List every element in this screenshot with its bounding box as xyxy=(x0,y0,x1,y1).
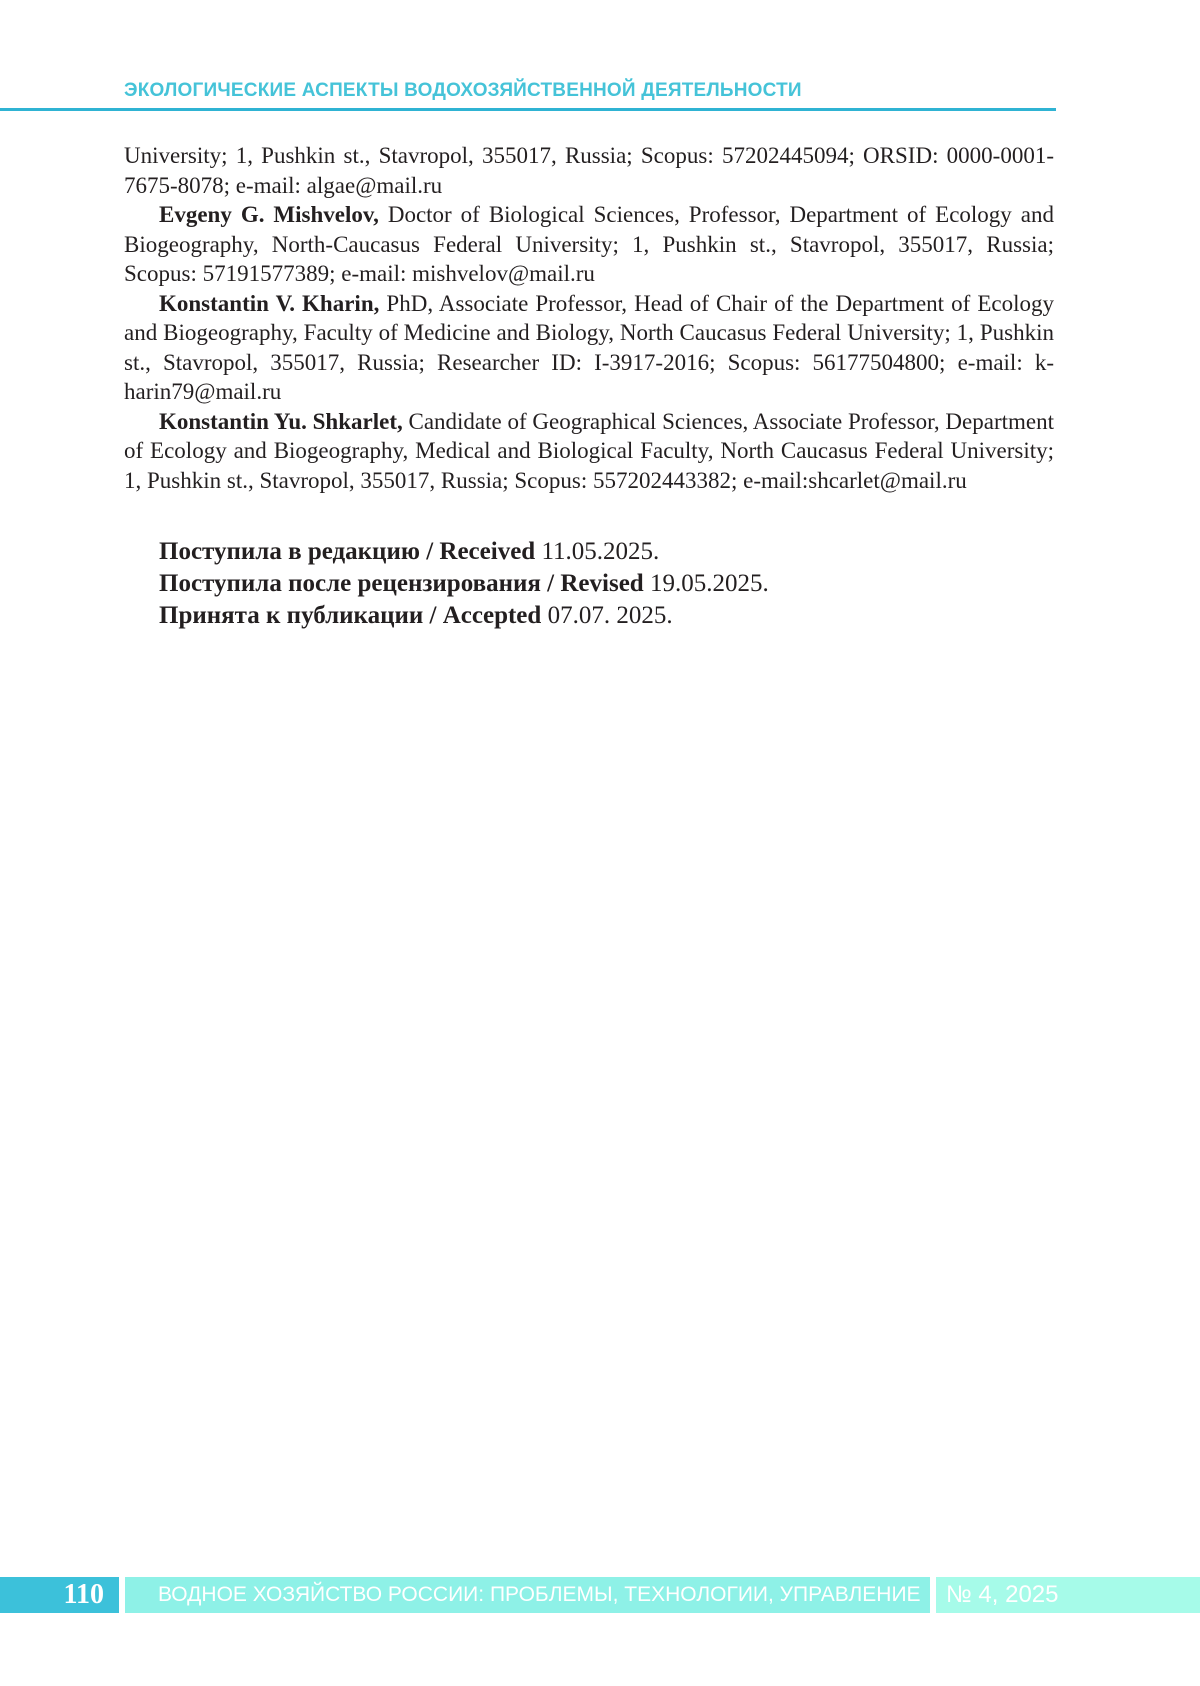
journal-title: ВОДНОЕ ХОЗЯЙСТВО РОССИИ: ПРОБЛЕМЫ, ТЕХНОЛОГИИ, УПРАВЛЕНИЕ xyxy=(125,1577,930,1613)
date-value: 19.05.2025. xyxy=(643,570,769,597)
date-accepted xyxy=(159,600,1059,632)
author-details: PhD, Associate Professor, Head of Chair of the Department of Ecology and Biogeography, Faculty of Medicine and Biology, North Caucasus Federal University; 1, Pushkin st., Stavropol, 355017, Russia; Researcher ID: I-3917-2016; Scopus: 56177504800; e-mail: k-harin79@mail.ru xyxy=(124,290,1054,404)
author-name: Konstantin Yu. Shkarlet, xyxy=(159,408,403,434)
date-label: Поступила после рецензирования / Revised xyxy=(159,570,644,597)
running-head: ЭКОЛОГИЧЕСКИЕ АСПЕКТЫ ВОДОХОЗЯЙСТВЕННОЙ ДЕЯТЕЛЬНОСТИ xyxy=(124,80,802,101)
issue-number: № 4, 2025 xyxy=(936,1577,1200,1613)
submission-dates xyxy=(159,536,1059,632)
author-name: Evgeny G. Mishvelov, xyxy=(159,202,379,227)
author-name: Konstantin V. Kharin, xyxy=(159,290,380,316)
author-details: Candidate of Geographical Sciences, Associate Professor, Department of Ecology and Biogeography, Medical and Biological Faculty, North Caucasus Federal University; 1, Pushkin st., Stavropol, 355017, Russia; Scopus: 557202443382; e-mail:shcarlet@mail.ru xyxy=(124,408,1054,493)
author-entry xyxy=(124,407,1054,496)
author-entry xyxy=(124,200,1054,289)
date-label: Поступила в редакцию / Received xyxy=(159,538,536,565)
date-label: Принята к публикации / Accepted xyxy=(159,602,542,629)
header-rule xyxy=(0,108,1056,111)
page-number: 110 xyxy=(0,1577,119,1613)
author-info xyxy=(124,141,1054,495)
date-value: 07.07. 2025. xyxy=(541,602,673,629)
page-footer xyxy=(0,1577,1200,1613)
author-entry xyxy=(124,289,1054,407)
date-value: 11.05.2025. xyxy=(535,538,660,565)
author-details: Doctor of Biological Sciences, Professor, Department of Ecology and Biogeography, North-Caucasus Federal University; 1, Pushkin st., Stavropol, 355017, Russia; Scopus: 57191577389; e-mail: mishvelov@mail.ru xyxy=(124,202,1054,286)
date-received xyxy=(159,536,1059,568)
date-revised xyxy=(159,568,1059,600)
author-continued: University; 1, Pushkin st., Stavropol, 355017, Russia; Scopus: 57202445094; ORSID: 0000-0001-7675-8078; e-mail: algae@mail.ru xyxy=(124,143,1054,198)
